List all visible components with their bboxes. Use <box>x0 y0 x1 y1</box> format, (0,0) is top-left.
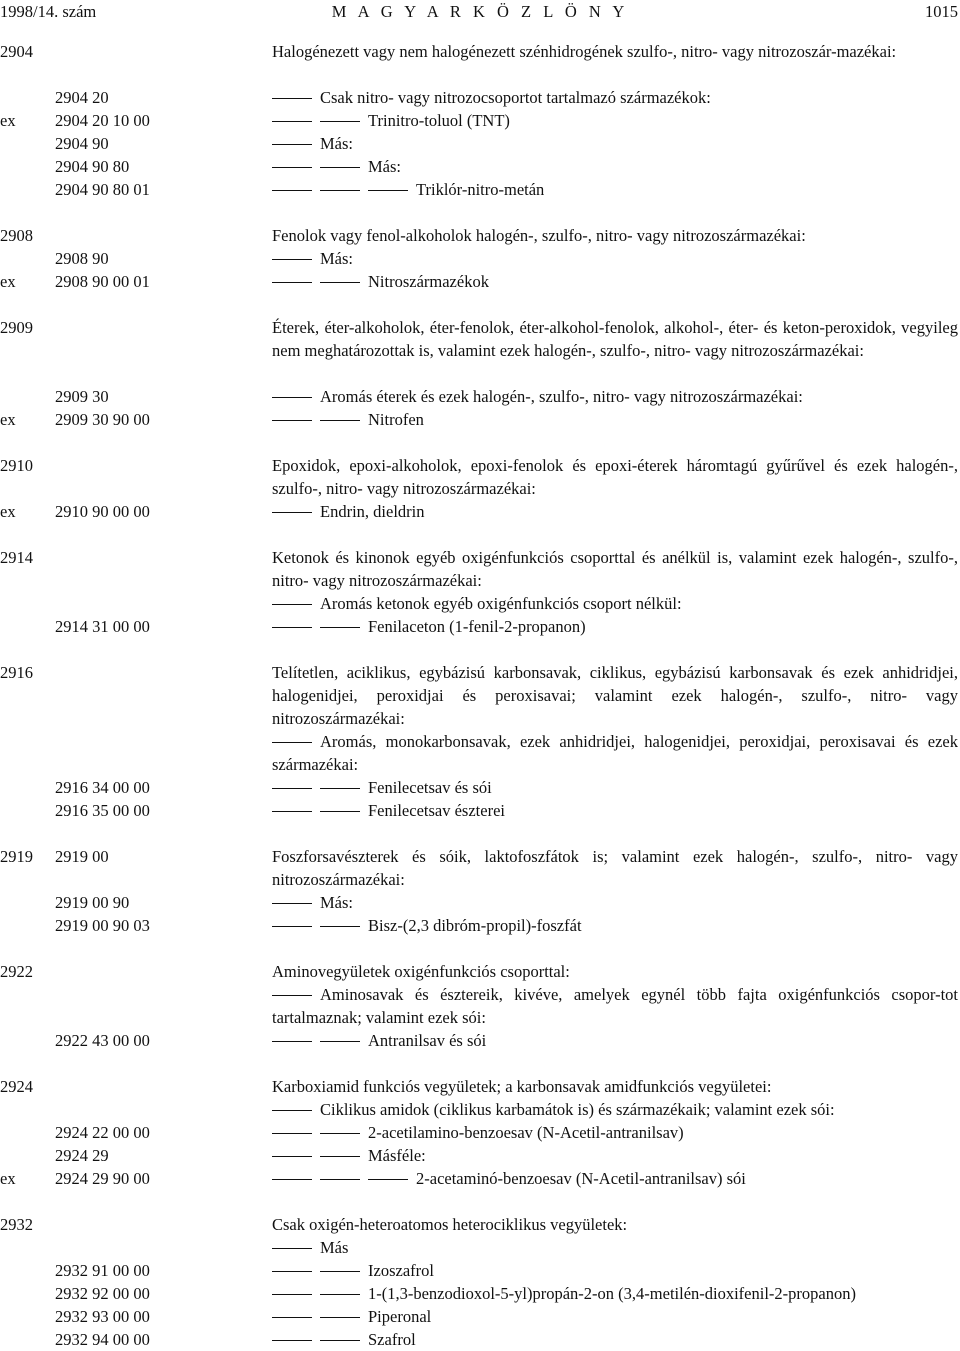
description-text: Nitrofen <box>368 410 424 429</box>
indent-dash <box>272 121 312 122</box>
ex-marker: ex <box>0 272 16 291</box>
indent-dash <box>320 1133 360 1134</box>
indent-dash <box>320 420 360 421</box>
indent-dash <box>320 811 360 812</box>
indent-dash <box>320 788 360 789</box>
description <box>272 1144 958 1167</box>
indent-dash <box>272 397 312 398</box>
subheading-code: 2932 94 00 00 <box>55 1330 150 1349</box>
issue-number: 1998/14. szám <box>0 2 97 21</box>
description-text: Izoszafrol <box>368 1261 434 1280</box>
indent-dash <box>272 926 312 927</box>
subheading-code: 2924 22 00 00 <box>55 1123 150 1142</box>
indent-dash <box>272 144 312 145</box>
description <box>272 799 958 822</box>
indent-dash <box>320 1271 360 1272</box>
description <box>272 408 958 431</box>
subheading-code: 2916 34 00 00 <box>55 778 150 797</box>
ex-marker: ex <box>0 111 16 130</box>
indent-dash <box>272 742 312 743</box>
indent-dash <box>272 1156 312 1157</box>
description <box>272 1029 958 1052</box>
indent-dash <box>320 282 360 283</box>
indent-dash <box>320 1340 360 1341</box>
description <box>272 1328 958 1351</box>
description <box>272 960 958 983</box>
indent-dash <box>368 190 408 191</box>
description <box>272 776 958 799</box>
indent-dash <box>320 1156 360 1157</box>
description-text: Aromás ketonok egyéb oxigénfunkciós csoport nélkül: <box>320 594 682 613</box>
description-text: 2-acetaminó-benzoesav (N-Acetil-antranilsav) sói <box>416 1169 746 1188</box>
description-text: Csak oxigén-heteroatomos heterociklikus vegyületek: <box>272 1215 628 1234</box>
subheading-code: 2908 90 <box>55 249 109 268</box>
heading-code: 2924 <box>0 1077 33 1096</box>
description-text: Aromás, monokarbonsavak, ezek anhidridjei, halogenidjei, peroxidjai, peroxisavai és ezek származékai: <box>272 732 958 774</box>
description-text: Másféle: <box>368 1146 426 1165</box>
indent-dash <box>368 1179 408 1180</box>
description <box>272 224 958 247</box>
ex-marker: ex <box>0 410 16 429</box>
description-text: Fenilecetsav és sói <box>368 778 492 797</box>
indent-dash <box>272 190 312 191</box>
heading-code: 2922 <box>0 962 33 981</box>
subheading-code: 2914 31 00 00 <box>55 617 150 636</box>
subheading-code: 2904 90 80 01 <box>55 180 150 199</box>
description-text: 1-(1,3-benzodioxol-5-yl)propán-2-on (3,4-metilén-dioxifenil-2-propanon) <box>368 1284 856 1303</box>
heading-code: 2909 <box>0 318 33 337</box>
description-text: Ciklikus amidok (ciklikus karbamátok is) és származékaik; valamint ezek sói: <box>320 1100 835 1119</box>
indent-dash <box>272 903 312 904</box>
subheading-code: 2904 90 80 <box>55 157 130 176</box>
indent-dash <box>272 811 312 812</box>
indent-dash <box>272 1271 312 1272</box>
description <box>272 155 958 178</box>
description-text: Trinitro-toluol (TNT) <box>368 111 510 130</box>
description <box>272 109 958 132</box>
description-text: Karboxiamid funkciós vegyületek; a karbonsavak amidfunkciós vegyületei: <box>272 1077 772 1096</box>
heading-code: 2914 <box>0 548 33 567</box>
description-text: Foszforsavészterek és sóik, laktofoszfátok is; valamint ezek halogén-, szulfo-, nitro- vagy nitrozoszármazékai: <box>272 847 958 889</box>
indent-dash <box>272 604 312 605</box>
heading-code: 2908 <box>0 226 33 245</box>
description-text: Antranilsav és sói <box>368 1031 487 1050</box>
description-text: Bisz-(2,3 dibróm-propil)-foszfát <box>368 916 582 935</box>
description <box>272 1098 958 1121</box>
subheading-code: 2919 00 90 <box>55 893 130 912</box>
description-text: Piperonal <box>368 1307 432 1326</box>
description <box>272 1259 958 1282</box>
subheading-code: 2924 29 <box>55 1146 109 1165</box>
description-text: Más: <box>320 893 353 912</box>
description-text: Halogénezett vagy nem halogénezett szénhidrogének szulfo-, nitro- vagy nitrozoszár-mazékai: <box>272 42 897 61</box>
description-text: Nitroszármazékok <box>368 272 489 291</box>
subheading-code: 2924 29 90 00 <box>55 1169 150 1188</box>
description-text: Endrin, dieldrin <box>320 502 425 521</box>
indent-dash <box>272 420 312 421</box>
description <box>272 40 958 63</box>
description-text: Epoxidok, epoxi-alkoholok, epoxi-fenolok és epoxi-éterek háromtagú gyűrűvel és ezek halogén-, szulfo-, nitro- vagy nitrozoszármazékai: <box>272 456 958 498</box>
indent-dash <box>272 1340 312 1341</box>
ex-marker: ex <box>0 502 16 521</box>
heading-code: 2910 <box>0 456 33 475</box>
description <box>272 500 958 523</box>
description <box>272 1305 958 1328</box>
indent-dash <box>272 512 312 513</box>
description <box>272 132 958 155</box>
indent-dash <box>272 1317 312 1318</box>
description <box>272 1121 958 1144</box>
heading-code: 2919 <box>0 847 33 866</box>
heading-code: 2904 <box>0 42 33 61</box>
description <box>272 730 958 776</box>
subheading-code: 2919 00 90 03 <box>55 916 150 935</box>
description-text: Aminosavak és észtereik, kivéve, amelyek egynél több fajta oxigénfunkciós csopor-tot tartalmaznak; valamint ezek sói: <box>272 985 958 1027</box>
indent-dash <box>320 926 360 927</box>
subheading-code: 2910 90 00 00 <box>55 502 150 521</box>
heading-code: 2932 <box>0 1215 33 1234</box>
subheading-code: 2904 20 10 00 <box>55 111 150 130</box>
description <box>272 86 958 109</box>
description-text: Aromás éterek és ezek halogén-, szulfo-, nitro- vagy nitrozoszármazékai: <box>320 387 803 406</box>
ex-marker: ex <box>0 1169 16 1188</box>
description <box>272 891 958 914</box>
subheading-code: 2909 30 90 00 <box>55 410 150 429</box>
description <box>272 1282 958 1305</box>
description-text: Más <box>320 1238 349 1257</box>
description-text: Telítetlen, aciklikus, egybázisú karbonsavak, ciklikus, egybázisú karbonsavak és ezek anhidridjei, halogenidjei, peroxidjai és peroxisavai; valamint ezek halogén-, szulfo-, nitro- vagy nitrozoszármazékai: <box>272 663 958 728</box>
description <box>272 385 958 408</box>
description <box>272 1236 958 1259</box>
indent-dash <box>272 1110 312 1111</box>
description-text: Aminovegyületek oxigénfunkciós csoporttal: <box>272 962 570 981</box>
description <box>272 615 958 638</box>
description <box>272 247 958 270</box>
indent-dash <box>320 627 360 628</box>
description <box>272 1213 958 1236</box>
indent-dash <box>272 1179 312 1180</box>
description-text: Ketonok és kinonok egyéb oxigénfunkciós csoporttal és anélkül is, valamint ezek halogén-, szulfo-, nitro- vagy nitrozoszármazékai: <box>272 548 958 590</box>
description-text: Csak nitro- vagy nitrozocsoportot tartalmazó származékok: <box>320 88 711 107</box>
indent-dash <box>320 1294 360 1295</box>
indent-dash <box>320 121 360 122</box>
page-header <box>0 0 960 26</box>
indent-dash <box>320 167 360 168</box>
indent-dash <box>272 995 312 996</box>
description <box>272 454 958 500</box>
subheading-code: 2916 35 00 00 <box>55 801 150 820</box>
description <box>272 983 958 1029</box>
subheading-code: 2904 20 <box>55 88 109 107</box>
description-text: Fenilaceton (1-fenil-2-propanon) <box>368 617 586 636</box>
description-text: Szafrol <box>368 1330 416 1349</box>
description-text: Fenolok vagy fenol-alkoholok halogén-, szulfo-, nitro- vagy nitrozoszármazékai: <box>272 226 806 245</box>
indent-dash <box>272 167 312 168</box>
description-text: Más: <box>368 157 401 176</box>
subheading-code: 2932 92 00 00 <box>55 1284 150 1303</box>
description-text: Fenilecetsav észterei <box>368 801 505 820</box>
indent-dash <box>272 1133 312 1134</box>
description <box>272 546 958 592</box>
page-number: 1015 <box>925 2 958 21</box>
description <box>272 1075 958 1098</box>
indent-dash <box>320 1317 360 1318</box>
subheading-code: 2909 30 <box>55 387 109 406</box>
indent-dash <box>320 1041 360 1042</box>
indent-dash <box>272 259 312 260</box>
journal-title: M A G Y A R K Ö Z L Ö N Y <box>331 2 629 21</box>
indent-dash <box>272 98 312 99</box>
subheading-code: 2908 90 00 01 <box>55 272 150 291</box>
description <box>272 592 958 615</box>
subheading-code: 2932 93 00 00 <box>55 1307 150 1326</box>
indent-dash <box>320 190 360 191</box>
subheading-code: 2932 91 00 00 <box>55 1261 150 1280</box>
description-text: Éterek, éter-alkoholok, éter-fenolok, éter-alkohol-fenolok, alkohol-, éter- és keton-peroxidok, vegyileg nem meghatározottak is, valamint ezek halogén-, szulfo-, nitro- vagy nitrozoszármazékai: <box>272 318 958 360</box>
description <box>272 316 958 362</box>
description <box>272 1167 958 1190</box>
description-text: Triklór-nitro-metán <box>416 180 545 199</box>
indent-dash <box>272 627 312 628</box>
description-text: Más: <box>320 134 353 153</box>
subheading-code: 2922 43 00 00 <box>55 1031 150 1050</box>
description-text: Más: <box>320 249 353 268</box>
description <box>272 845 958 891</box>
description <box>272 914 958 937</box>
description <box>272 270 958 293</box>
description-text: 2-acetilamino-benzoesav (N-Acetil-antranilsav) <box>368 1123 684 1142</box>
indent-dash <box>272 1041 312 1042</box>
heading-code: 2916 <box>0 663 33 682</box>
subheading-code: 2904 90 <box>55 134 109 153</box>
subheading-code: 2919 00 <box>55 847 109 866</box>
indent-dash <box>272 788 312 789</box>
indent-dash <box>272 1248 312 1249</box>
description <box>272 661 958 730</box>
description <box>272 178 958 201</box>
indent-dash <box>272 1294 312 1295</box>
indent-dash <box>320 1179 360 1180</box>
indent-dash <box>272 282 312 283</box>
